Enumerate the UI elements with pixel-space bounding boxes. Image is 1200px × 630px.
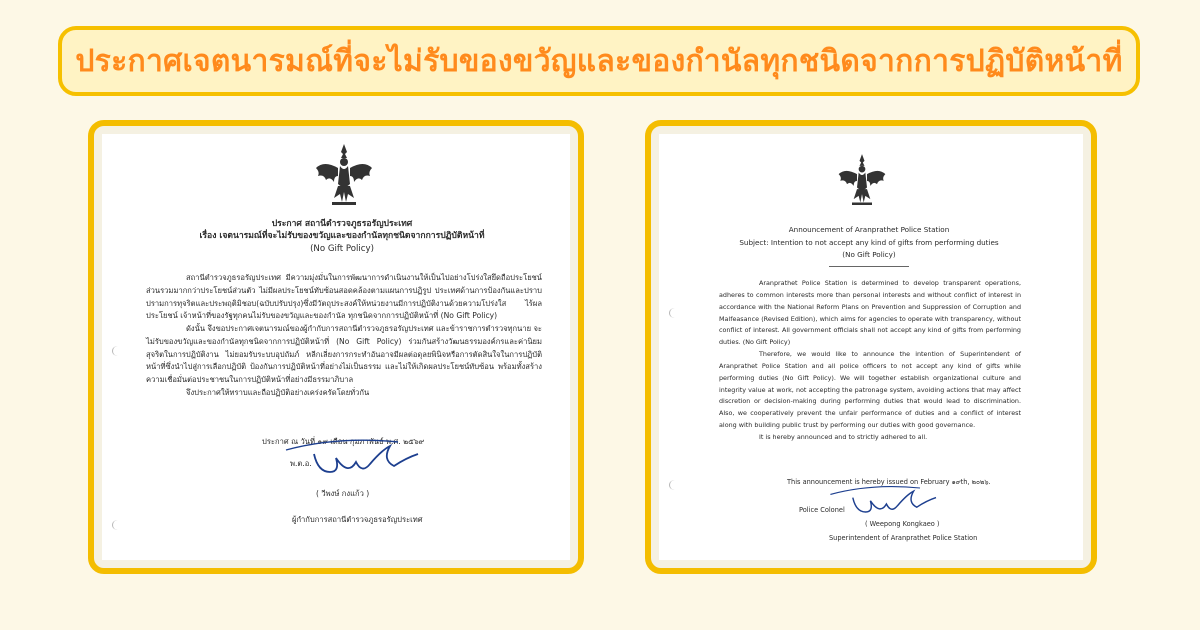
thai-paragraph-3: จึงประกาศให้ทราบและถือปฏิบัติอย่างเคร่งครัดโดยทั่วกัน bbox=[186, 387, 370, 397]
english-paragraph-2: Therefore, we would like to announce the intention of Superintendent of Aranprathet Police Station and all police officers to not accept any kind of gifts while performing duties (No Gift Policy). We will together establish organizational culture and integrity value at work, not accepting the patronage system, avoiding actions that may affect discretion or decision-making during performing duties that would lead to discrimination. Also, we cooperatively prevent the unfair performance of duties and a conflict of interest along with building public trust by performing our duties with good governance. bbox=[719, 350, 1021, 430]
garuda-emblem-icon bbox=[837, 152, 887, 208]
english-document bbox=[659, 134, 1083, 560]
english-paragraph-1: Aranprathet Police Station is determined to develop transparent operations, adheres to common interests more than personal interests and without conflict of interest in accordance with the National Reform Plans on Prevention and Suppression of Corruption and Malfeasance (Revised Edition), which aims for agencies to operate with transparency, without conflict of interest. All government officials shall not accept any kind of gifts from performing duties. (No Gift Policy) bbox=[719, 279, 1021, 347]
thai-heading-line3: (No Gift Policy) bbox=[310, 243, 374, 254]
thai-date-line: ประกาศ ณ วันที่ ๑๙ เดือน กุมภาพันธ์ พ.ศ. ๒๕๖๙ bbox=[262, 437, 425, 446]
thai-heading-line1: ประกาศ สถานีตำรวจภูธรอรัญประเทศ bbox=[271, 219, 413, 229]
english-date-line: This announcement is hereby issued on February ๑๙th, ๒๐๒๖. bbox=[787, 478, 991, 486]
english-heading bbox=[679, 224, 1059, 262]
thai-paragraph-1: สถานีตำรวจภูธรอรัญประเทศ มีความมุ่งมั่นในการพัฒนาการดำเนินงานให้เป็นไปอย่างโปร่งใสยึดถือประโยชน์ส่วนรวมมากกว่าประโยชน์ส่วนตัว ไม่มีผลประโยชน์ทับซ้อนสอดคล้องตามแผนการปฏิรูป ประเทศด้านการป้องกันและปราบปรามการทุจริตและประพฤติมิชอบ(ฉบับปรับปรุง)ซึ่งมีวัตถุประสงค์ให้หน่วยงานมีการปฏิบัติงานด้วยความโปร่งใส ไร้ผลประโยชน์ เจ้าหน้าที่ของรัฐทุกคนไม่รับของขวัญและของกำนัล ทุกชนิดจากการปฏิบัติหน้าที่ (No Gift Policy) bbox=[146, 273, 542, 321]
heading-divider bbox=[829, 266, 909, 267]
thai-heading-line2: เรื่อง เจตนารมณ์ที่จะไม่รับของขวัญและของกำนัลทุกชนิดจากการปฏิบัติหน้าที่ bbox=[199, 231, 485, 242]
english-rank: Police Colonel bbox=[799, 506, 845, 514]
english-heading-line1: Announcement of Aranprathet Police Station bbox=[788, 225, 950, 234]
english-paragraph-3: It is hereby announced and to strictly adhered to all. bbox=[759, 432, 928, 441]
english-signer-name: ( Weepong Kongkaeo ) bbox=[865, 520, 940, 528]
page-title: ประกาศเจตนารมณ์ที่จะไม่รับของขวัญและของกำนัลทุกชนิดจากการปฏิบัติหน้าที่ bbox=[75, 43, 1123, 79]
thai-signer-name: ( วีพงษ์ กงแก้ว ) bbox=[316, 489, 370, 498]
english-document-frame bbox=[645, 120, 1097, 574]
thai-paragraph-2: ดังนั้น จึงขอประกาศเจตนารมณ์ของผู้กำกับการสถานีตำรวจภูธรอรัญประเทศ และข้าราชการตำรวจทุกนาย จะไม่รับของขวัญและของกำนัลทุกชนิดจากการปฏิบัติหน้าที่ (No Gift Policy) ร่วมกันสร้างวัฒนธรรมองค์กรและค่านิยมสุจริตในการปฏิบัติงาน ไม่ยอมรับระบบอุปถัมภ์ หลีกเลี่ยงการกระทำอันอาจมีผลต่อดุลยพินิจหรือการตัดสินใจในการปฏิบัติหน้าที่ซึ่งนำไปสู่การเลือกปฏิบัติ ป้องกันการปฏิบัติหน้าที่อย่างไม่เป็นธรรม และไม่ให้เกิดผลประโยชน์ทับซ้อน พร้อมทั้งสร้างความเชื่อมั่นต่อประชาชนในการปฏิบัติหน้าที่อย่างมีธรรมาภิบาล bbox=[146, 324, 542, 384]
signature-icon bbox=[809, 480, 959, 520]
punch-hole bbox=[112, 520, 123, 530]
thai-heading bbox=[142, 218, 542, 255]
punch-hole bbox=[112, 346, 123, 356]
thai-signer-title: ผู้กำกับการสถานีตำรวจภูธรอรัญประเทศ bbox=[292, 515, 423, 524]
english-signer-title: Superintendent of Aranprathet Police Station bbox=[829, 534, 978, 542]
english-heading-line2: Subject: Intention to not accept any kind of gifts from performing duties bbox=[739, 237, 999, 247]
english-heading-line3: (No Gift Policy) bbox=[842, 250, 896, 260]
english-body bbox=[719, 278, 1021, 444]
title-banner bbox=[58, 26, 1140, 96]
signature-icon bbox=[278, 432, 428, 482]
garuda-emblem-icon bbox=[314, 142, 374, 208]
thai-document bbox=[102, 134, 570, 560]
punch-hole bbox=[669, 480, 680, 490]
punch-hole bbox=[669, 308, 680, 318]
thai-document-frame bbox=[88, 120, 584, 574]
thai-rank: พ.ต.อ. bbox=[290, 459, 312, 468]
thai-body bbox=[146, 272, 542, 400]
